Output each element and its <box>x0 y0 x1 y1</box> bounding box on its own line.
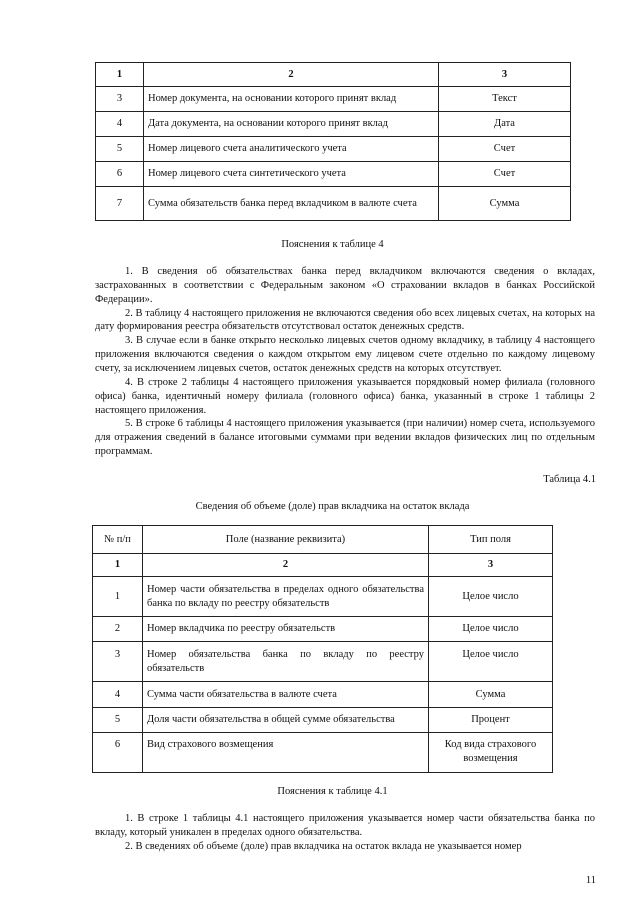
row-type: Сумма <box>439 187 571 221</box>
row-field: Номер вкладчика по реестру обязательств <box>143 617 429 642</box>
table-4-1-title: Сведения об объеме (доле) прав вкладчика на остаток вклада <box>195 501 470 512</box>
column-header: Поле (название реквизита) <box>143 526 429 554</box>
row-number: 7 <box>96 187 144 221</box>
row-number: 5 <box>96 137 144 162</box>
note-paragraph: 1. В сведения об обязательствах банка перед вкладчиком включаются сведения о вкладах, застрахованных в соответствии с Федеральным законом «О страховании вкладов в банках Российской Федерации». <box>95 266 595 305</box>
page-number: 11 <box>585 875 596 886</box>
note-paragraph: 2. В сведениях об объеме (доле) прав вкладчика на остаток вклада не указывается номер <box>125 840 522 852</box>
notes-4-1-title: Пояснения к таблице 4.1 <box>277 786 388 797</box>
numbering-cell: 2 <box>143 554 429 577</box>
row-type: Код вида страхового возмещения <box>429 733 553 773</box>
table-row <box>93 617 553 642</box>
row-field: Номер лицевого счета синтетического учета <box>144 162 439 187</box>
row-number: 6 <box>96 162 144 187</box>
notes-4-1-body <box>95 812 595 854</box>
table-row <box>93 682 553 708</box>
notes-4-title: Пояснения к таблице 4 <box>281 239 384 250</box>
row-number: 6 <box>93 733 143 773</box>
row-number: 3 <box>93 642 143 682</box>
row-type: Счет <box>439 137 571 162</box>
row-field: Номер документа, на основании которого принят вклад <box>144 87 439 112</box>
table-4-1 <box>92 525 553 773</box>
column-header: Тип поля <box>429 526 553 554</box>
row-type: Счет <box>439 162 571 187</box>
header-cell: 1 <box>96 63 144 87</box>
row-field: Доля части обязательства в общей сумме обязательства <box>143 708 429 733</box>
table-4 <box>95 62 571 221</box>
row-type: Целое число <box>429 617 553 642</box>
row-type: Сумма <box>429 682 553 708</box>
note-paragraph: 3. В случае если в банке открыто несколько лицевых счетов одному вкладчику, в таблицу 4 настоящего приложения включаются сведения о каждом открытом ему лицевом счете отдельно по каждому лицевому счету, за исключением лицевых счетов, остаток денежных средств на которых отсутствует. <box>95 335 595 375</box>
notes-4-body <box>95 265 595 459</box>
table-row <box>96 112 571 137</box>
table-row <box>93 708 553 733</box>
table-row <box>96 187 571 221</box>
header-cell: 3 <box>439 63 571 87</box>
row-number: 5 <box>93 708 143 733</box>
table-row <box>96 87 571 112</box>
row-field: Сумма обязательств банка перед вкладчиком в валюте счета <box>144 187 439 221</box>
table-header-row <box>93 526 553 554</box>
table-row <box>96 137 571 162</box>
row-number: 4 <box>93 682 143 708</box>
header-cell: 2 <box>144 63 439 87</box>
note-paragraph: 5. В строке 6 таблицы 4 настоящего приложения указывается (при наличии) номер счета, используемого для отражения сведений в балансе итоговыми суммами при ведении вкладов физических лиц по отдельным программам. <box>95 418 595 458</box>
table-row <box>96 162 571 187</box>
column-header: № п/п <box>93 526 143 554</box>
row-number: 2 <box>93 617 143 642</box>
numbering-cell: 1 <box>93 554 143 577</box>
table-row <box>93 733 553 773</box>
row-field: Дата документа, на основании которого принят вклад <box>144 112 439 137</box>
row-type: Целое число <box>429 642 553 682</box>
row-field: Вид страхового возмещения <box>143 733 429 773</box>
note-paragraph: 4. В строке 2 таблицы 4 настоящего приложения указывается порядковый номер филиала (головного офиса) банка, идентичный номеру филиала (головного офиса) банка, указанный в строке 1 таблицы 2 настоящего приложения. <box>95 376 595 416</box>
row-number: 1 <box>93 577 143 617</box>
numbering-cell: 3 <box>429 554 553 577</box>
row-type: Дата <box>439 112 571 137</box>
note-paragraph: 2. В таблицу 4 настоящего приложения не включаются сведения обо всех лицевых счетах, на которых на дату формирования реестра обязательств отсутствовал остаток денежных средств. <box>95 307 595 333</box>
row-number: 4 <box>96 112 144 137</box>
table-row <box>93 577 553 617</box>
row-field: Сумма части обязательства в валюте счета <box>143 682 429 708</box>
row-type: Текст <box>439 87 571 112</box>
row-type: Целое число <box>429 577 553 617</box>
row-field: Номер лицевого счета аналитического учета <box>144 137 439 162</box>
row-number: 3 <box>96 87 144 112</box>
table-numbering-row <box>93 554 553 577</box>
note-paragraph: 1. В строке 1 таблицы 4.1 настоящего приложения указывается номер части обязательства банка по вкладу, который уникален в пределах одного обязательства. <box>95 813 595 838</box>
row-field: Номер обязательства банка по вкладу по реестру обязательств <box>143 642 429 682</box>
table-header-row <box>96 63 571 87</box>
table-label: Таблица 4.1 <box>543 474 596 485</box>
row-type: Процент <box>429 708 553 733</box>
table-row <box>93 642 553 682</box>
row-field: Номер части обязательства в пределах одного обязательства банка по вкладу по реестру обязательств <box>143 577 429 617</box>
